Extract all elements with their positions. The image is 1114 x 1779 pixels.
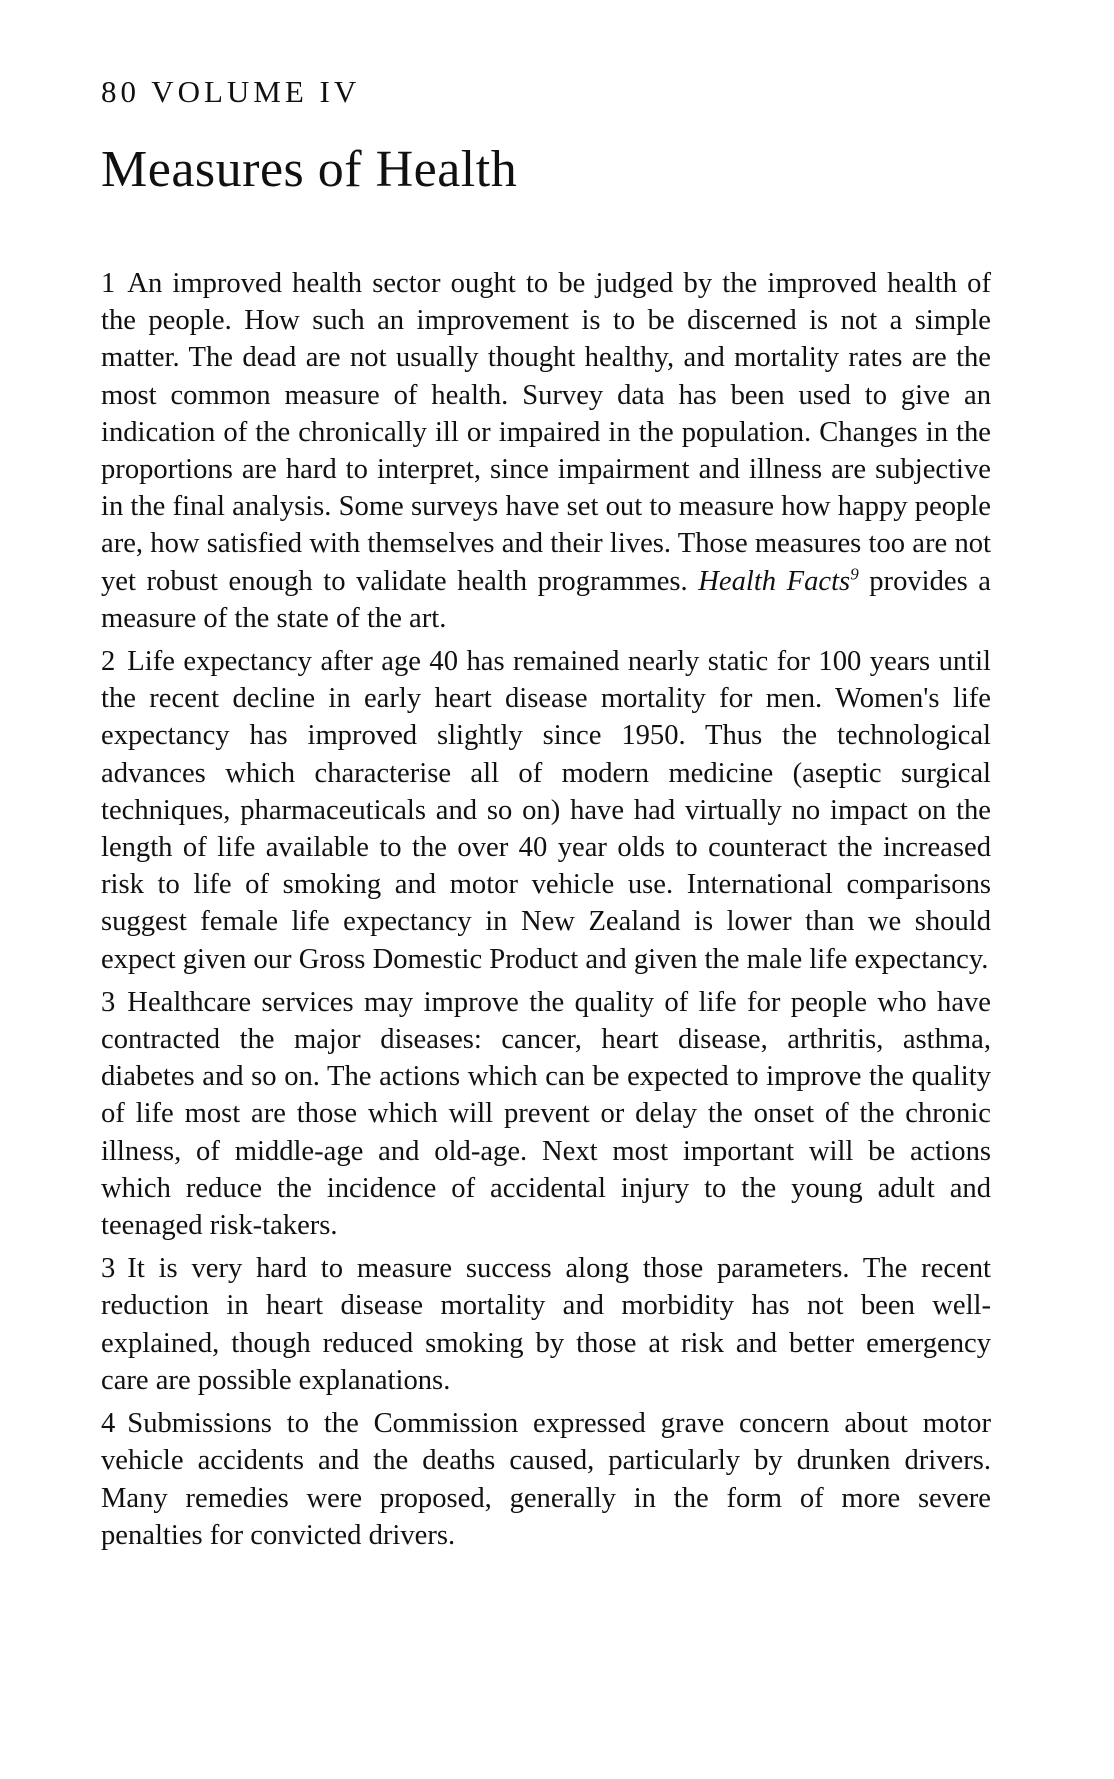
- paragraph-text: Healthcare services may improve the quality of life for people who have contracted the major diseases: cancer, heart disease, arthritis, asthma, diabetes and so on. The actions which can be expected to improve the quality of life most are those which will prevent or delay the onset of the chronic illness, of middle-age and old-age. Next most important will be actions which reduce the incidence of accidental injury to the young adult and teenaged risk-takers.: [101, 986, 991, 1242]
- paragraph-5: [101, 1405, 991, 1554]
- reference-title: Health Facts$^9$: [698, 564, 859, 597]
- paragraph-text: Life expectancy after age 40 has remained nearly static for 100 years until the recent decline in early heart disease mortality for men. Women's life expectancy has improved slightly since 1950. Thus the technological advances which characterise all of modern medicine (aseptic surgical techniques, pharmaceuticals and so on) have had virtually no impact on the length of life available to the over 40 year olds to counteract the increased risk to life of smoking and motor vehicle use. International comparisons suggest female life expectancy in New Zealand is lower than we should expect given our Gross Domestic Product and given the male life expectancy.: [101, 646, 991, 975]
- footnote-marker: 9: [850, 564, 859, 584]
- paragraph-3: [101, 984, 991, 1244]
- paragraph-number: 3: [101, 1253, 116, 1285]
- paragraph-1: [101, 265, 991, 637]
- paragraph-4: [101, 1250, 991, 1399]
- paragraph-text: An improved health sector ought to be judged by the improved health of the people. How such an improvement is to be discerned is not a simple matter. The dead are not usually thought healthy, and mortality rates are the most common measure of health. Survey data has been used to give an indication of the chronically ill or impaired in the population. Changes in the proportions are hard to interpret, since impairment and illness are subjective in the final analysis. Some surveys have set out to measure how happy people are, how satisfied with themselves and their lives. Those measures too are not yet robust enough to validate health programmes.: [101, 268, 991, 597]
- body-text: [101, 265, 991, 1554]
- paragraph-text: Submissions to the Commission expressed grave concern about motor vehicle accidents and the deaths caused, particularly by drunken drivers. Many remedies were proposed, generally in the form of more severe penalties for convicted drivers.: [101, 1408, 991, 1551]
- paragraph-number: 4: [101, 1408, 116, 1440]
- paragraph-text-tail: provides a measure of the state of the art.: [101, 565, 991, 634]
- paragraph-number: 1: [101, 268, 116, 299]
- paragraph-number: 2: [101, 646, 116, 678]
- running-head: [101, 72, 991, 112]
- paragraph-2: [101, 643, 991, 978]
- paragraph-text: It is very hard to measure success along those parameters. The recent reduction in heart disease mortality and morbidity has not been well-explained, though reduced smoking by those at risk and better emergency care are possible explanations.: [101, 1253, 991, 1396]
- paragraph-number: 3: [101, 986, 116, 1018]
- volume-label: VOLUME IV: [151, 74, 361, 109]
- document-page: [101, 72, 991, 1560]
- page-number: 80: [101, 74, 140, 109]
- page-title: Measures of Health: [101, 141, 518, 198]
